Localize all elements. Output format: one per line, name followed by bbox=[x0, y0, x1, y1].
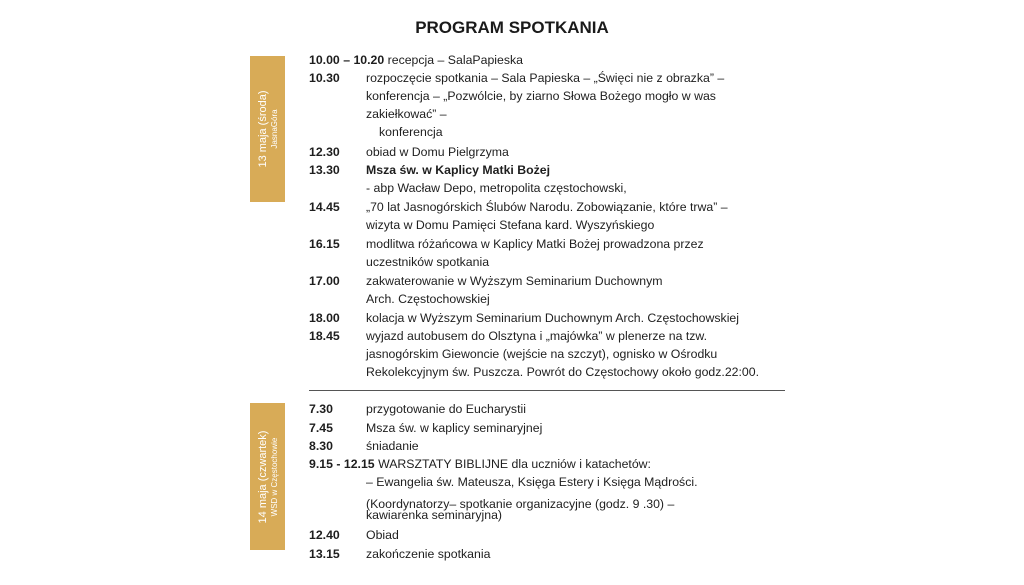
day2-date-label: 14 maja (czwartek) bbox=[256, 430, 269, 523]
item-desc: wyjazd autobusem do Olsztyna i „majówka” w plenerze na tzw. jasnogórskim Giewoncie (wejście na szczyt), ognisko w Ośrodku Rekolekcyjnym św. Puszcza. Powrót do Częstochowy około godz.22:00. bbox=[366, 329, 760, 379]
item-time: 10.30 bbox=[309, 71, 340, 85]
item-time: 17.00 bbox=[309, 274, 340, 288]
item-desc: Msza św. w kaplicy seminaryjnej bbox=[366, 421, 543, 435]
item-time: 12.30 bbox=[309, 145, 340, 159]
item-time: 18.45 bbox=[309, 329, 340, 343]
item-time: 13.15 bbox=[309, 547, 340, 561]
item-time: 18.00 bbox=[309, 311, 340, 325]
item-desc: – Ewangelia św. Mateusza, Księga Estery i Księga Mądrości. bbox=[366, 475, 698, 489]
item-desc: zakwaterowanie w Wyższym Seminarium Duchownym Arch. Częstochowskiej bbox=[366, 274, 663, 306]
page-title: PROGRAM SPOTKANIA bbox=[415, 18, 609, 37]
item-desc: kolacja w Wyższym Seminarium Duchownym Arch. Częstochowskiej bbox=[366, 311, 740, 325]
day1-date-label: 13 maja (środa) bbox=[256, 90, 269, 168]
item-time: 14.45 bbox=[309, 200, 340, 214]
section-divider bbox=[309, 390, 785, 391]
item-time: 8.30 bbox=[309, 439, 333, 453]
item-desc: obiad w Domu Pielgrzyma bbox=[366, 145, 509, 159]
item-desc: recepcja – SalaPapieska bbox=[387, 53, 523, 67]
day1-sidebar bbox=[250, 56, 285, 202]
item-desc: (Koordynatorzy– spotkanie organizacyjne (godz. 9 .30) – kawiarenka seminaryjna) bbox=[366, 497, 675, 522]
day2-sidebar-text bbox=[257, 430, 279, 523]
item-time: 12.40 bbox=[309, 528, 340, 542]
item-desc: WARSZTATY BIBLIJNE dla uczniów i katachetów: bbox=[378, 457, 651, 471]
item-desc: modlitwa różańcowa w Kaplicy Matki Bożej prowadzona przez uczestników spotkania bbox=[366, 237, 704, 269]
day2-place-label: WSD w Częstochowie bbox=[269, 437, 279, 516]
item-desc: rozpoczęcie spotkania – Sala Papieska – „Święci nie z obrazka” – konferencja – „Pozwólcie, by ziarno Słowa Bożego mogło w was zakiełkować” – konferencja bbox=[366, 71, 725, 139]
item-time: 7.30 bbox=[309, 402, 333, 416]
day1-sidebar-text bbox=[257, 90, 279, 167]
day1-place-label: JasnaGóra bbox=[269, 109, 279, 149]
item-desc: „70 lat Jasnogórskich Ślubów Narodu. Zobowiązanie, które trwa” – wizyta w Domu Pamięci Stefana kard. Wyszyńskiego bbox=[366, 200, 728, 232]
item-time: 13.30 bbox=[309, 163, 340, 177]
item-time: 10.00 – 10.20 recepcja – SalaPapieska bbox=[309, 53, 523, 67]
item-desc: przygotowanie do Eucharystii bbox=[366, 402, 526, 416]
item-desc: zakończenie spotkania bbox=[366, 547, 491, 561]
item-desc: śniadanie bbox=[366, 439, 419, 453]
item-time: 16.15 bbox=[309, 237, 340, 251]
item-time: 9.15 - 12.15 WARSZTATY BIBLIJNE dla uczniów i katachetów: bbox=[309, 457, 651, 471]
item-desc: Msza św. w Kaplicy Matki Bożej - abp Wacław Depo, metropolita częstochowski, bbox=[366, 163, 627, 195]
day2-sidebar bbox=[250, 403, 285, 550]
item-desc: Obiad bbox=[366, 528, 399, 542]
item-time: 7.45 bbox=[309, 421, 333, 435]
